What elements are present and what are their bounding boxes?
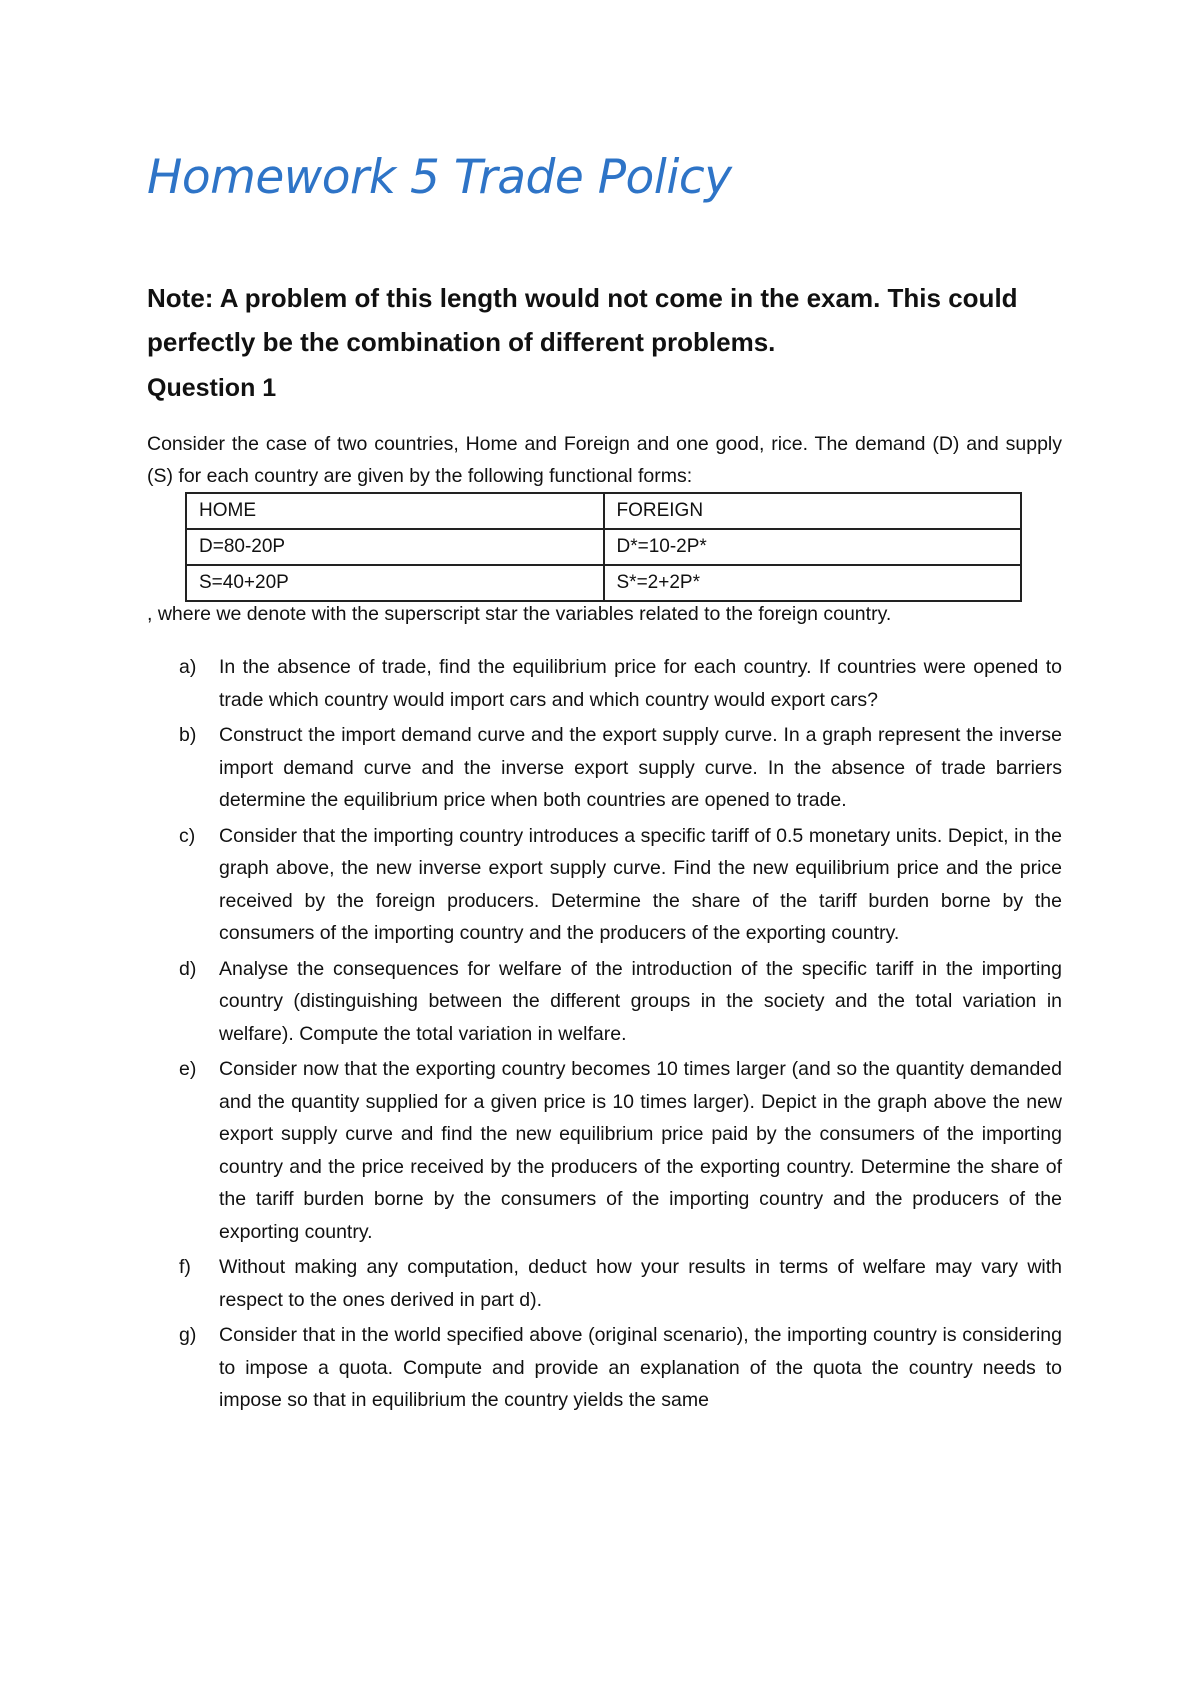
list-marker: e)	[179, 1058, 197, 1080]
sub-question-text: Without making any computation, deduct how your results in terms of welfare may vary with respect to the ones derived in part d).	[219, 1256, 1062, 1311]
sub-question-text: Construct the import demand curve and the export supply curve. In a graph represent the inverse import demand curve and the inverse export supply curve. In the absence of trade barriers determine the equilibrium price when both countries are opened to trade.	[219, 724, 1062, 811]
sub-question-text: Consider that in the world specified above (original scenario), the importing country is considering to impose a quota. Compute and provide an explanation of the quota the country needs to impose so that in equilibrium the country yields the same	[219, 1324, 1062, 1411]
list-marker: c)	[179, 824, 196, 847]
list-item	[147, 953, 1062, 1051]
table-row	[186, 529, 1021, 565]
list-item	[147, 820, 1062, 950]
sub-question-text: Analyse the consequences for welfare of the introduction of the specific tariff in the importing country (distinguishing between the different groups in the society and the total variation in welfare). Compute the total variation in welfare.	[219, 957, 1062, 1045]
table-header-home: HOME	[186, 493, 604, 529]
table-footnote: , where we denote with the superscript star the variables related to the foreign country.	[147, 603, 892, 625]
sub-question-text: Consider now that the exporting country becomes 10 times larger (and so the quantity demanded and the quantity supplied for a given price is 10 times larger). Depict in the graph above the new export supply curve and find the new equilibrium price paid by the consumers of the importing country and the price received by the producers of the exporting country. Determine the share of the tariff burden borne by the consumers of the importing country and the producers of the exporting country.	[219, 1058, 1062, 1243]
list-marker: g)	[179, 1324, 197, 1346]
sub-question-text: In the absence of trade, find the equilibrium price for each country. If countries were opened to trade which country would import cars and which country would export cars?	[219, 656, 1062, 711]
list-marker: b)	[179, 724, 197, 746]
list-item	[147, 651, 1062, 716]
exam-note: Note: A problem of this length would not come in the exam. This could perfectly be the combination of different problems.	[147, 283, 1018, 357]
functional-forms-table	[185, 492, 1022, 602]
table-cell-home-demand: D=80-20P	[186, 529, 604, 565]
table-cell-home-supply: S=40+20P	[186, 565, 604, 601]
list-item	[147, 1053, 1062, 1248]
table-header-row	[186, 493, 1021, 529]
table-cell-foreign-supply: S*=2+2P*	[604, 565, 1022, 601]
page-title: Homework 5 Trade Policy	[147, 150, 732, 205]
list-item	[147, 1319, 1062, 1417]
sub-question-list	[147, 651, 1062, 1420]
table-row	[186, 565, 1021, 601]
list-item	[147, 719, 1062, 817]
table-header-foreign: FOREIGN	[604, 493, 1022, 529]
table-cell-foreign-demand: D*=10-2P*	[604, 529, 1022, 565]
question-heading: Question 1	[147, 374, 277, 402]
list-marker: d)	[179, 957, 197, 980]
list-item	[147, 1251, 1062, 1316]
list-marker: a)	[179, 656, 197, 678]
sub-question-text: Consider that the importing country introduces a specific tariff of 0.5 monetary units. Depict, in the graph above, the new inverse export supply curve. Find the new equilibrium price and the price received by the foreign producers. Determine the share of the tariff burden borne by the consumers of the importing country and the producers of the exporting country.	[219, 824, 1062, 944]
question-intro: Consider the case of two countries, Home and Foreign and one good, rice. The demand (D) and supply (S) for each country are given by the following functional forms:	[147, 433, 1062, 487]
list-marker: f)	[179, 1256, 191, 1278]
